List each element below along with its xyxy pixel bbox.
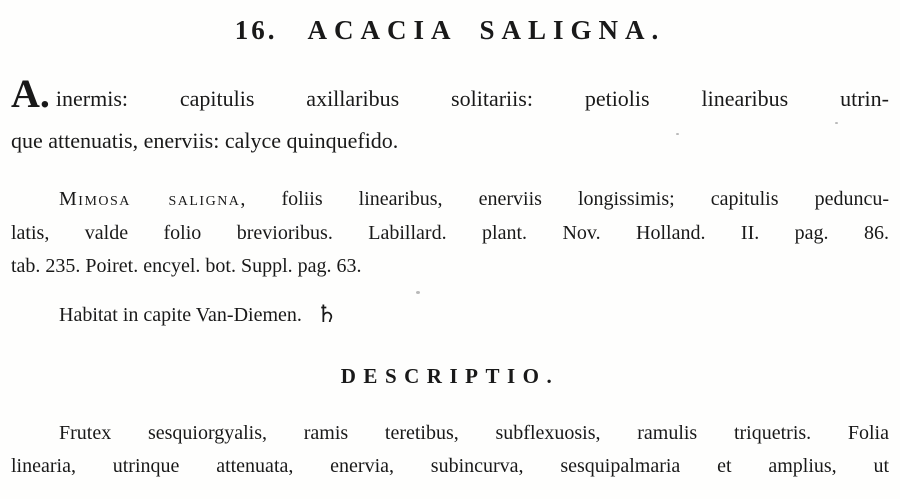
species-name: SALIGNA. xyxy=(479,15,666,45)
scan-speck xyxy=(416,291,420,294)
diagnosis-text-1: inermis: capitulis axillaribus solitariis: petiolis linearibus utrin- xyxy=(55,86,889,111)
page-title xyxy=(11,0,889,60)
description-line-2: linearia, utrinque attenuata, enervia, subincurva, sesquipalmaria et amplius, ut xyxy=(11,454,889,477)
scan-speck xyxy=(835,122,838,124)
saturn-woody-plant-symbol: ♄ xyxy=(315,299,338,328)
diagnosis-paragraph xyxy=(11,71,889,162)
habitat-text: Habitat in capite Van-Diemen. xyxy=(59,303,302,326)
synonym-line-3: tab. 235. Poiret. encyel. bot. Suppl. pag. 63. xyxy=(11,255,362,277)
drop-initial: A. xyxy=(11,71,50,116)
descriptio-heading: DESCRIPTIO. xyxy=(340,363,560,388)
genus-name: ACACIA xyxy=(307,15,458,45)
synonym-line-2: latis, valde folio brevioribus. Labillard. plant. Nov. Holland. II. pag. 86. xyxy=(11,221,889,244)
species-number: 16. xyxy=(234,15,278,45)
synonym-paragraph xyxy=(11,183,889,284)
description-line-1: Frutex sesquiorgyalis, ramis teretibus, subflexuosis, ramulis triquetris. Folia xyxy=(59,421,889,444)
diagnosis-line-2: que attenuatis, enerviis: calyce quinquefido. xyxy=(11,128,399,153)
scan-speck xyxy=(676,133,679,135)
synonym-text-1: , foliis linearibus, enerviis longissimis; capitulis peduncu- xyxy=(240,188,889,210)
habitat-line xyxy=(11,297,889,331)
synonym-line-1 xyxy=(11,183,889,217)
diagnosis-line-1 xyxy=(11,71,889,120)
synonym-binomial: Mimosa saligna xyxy=(59,188,241,210)
description-paragraph xyxy=(11,417,889,483)
